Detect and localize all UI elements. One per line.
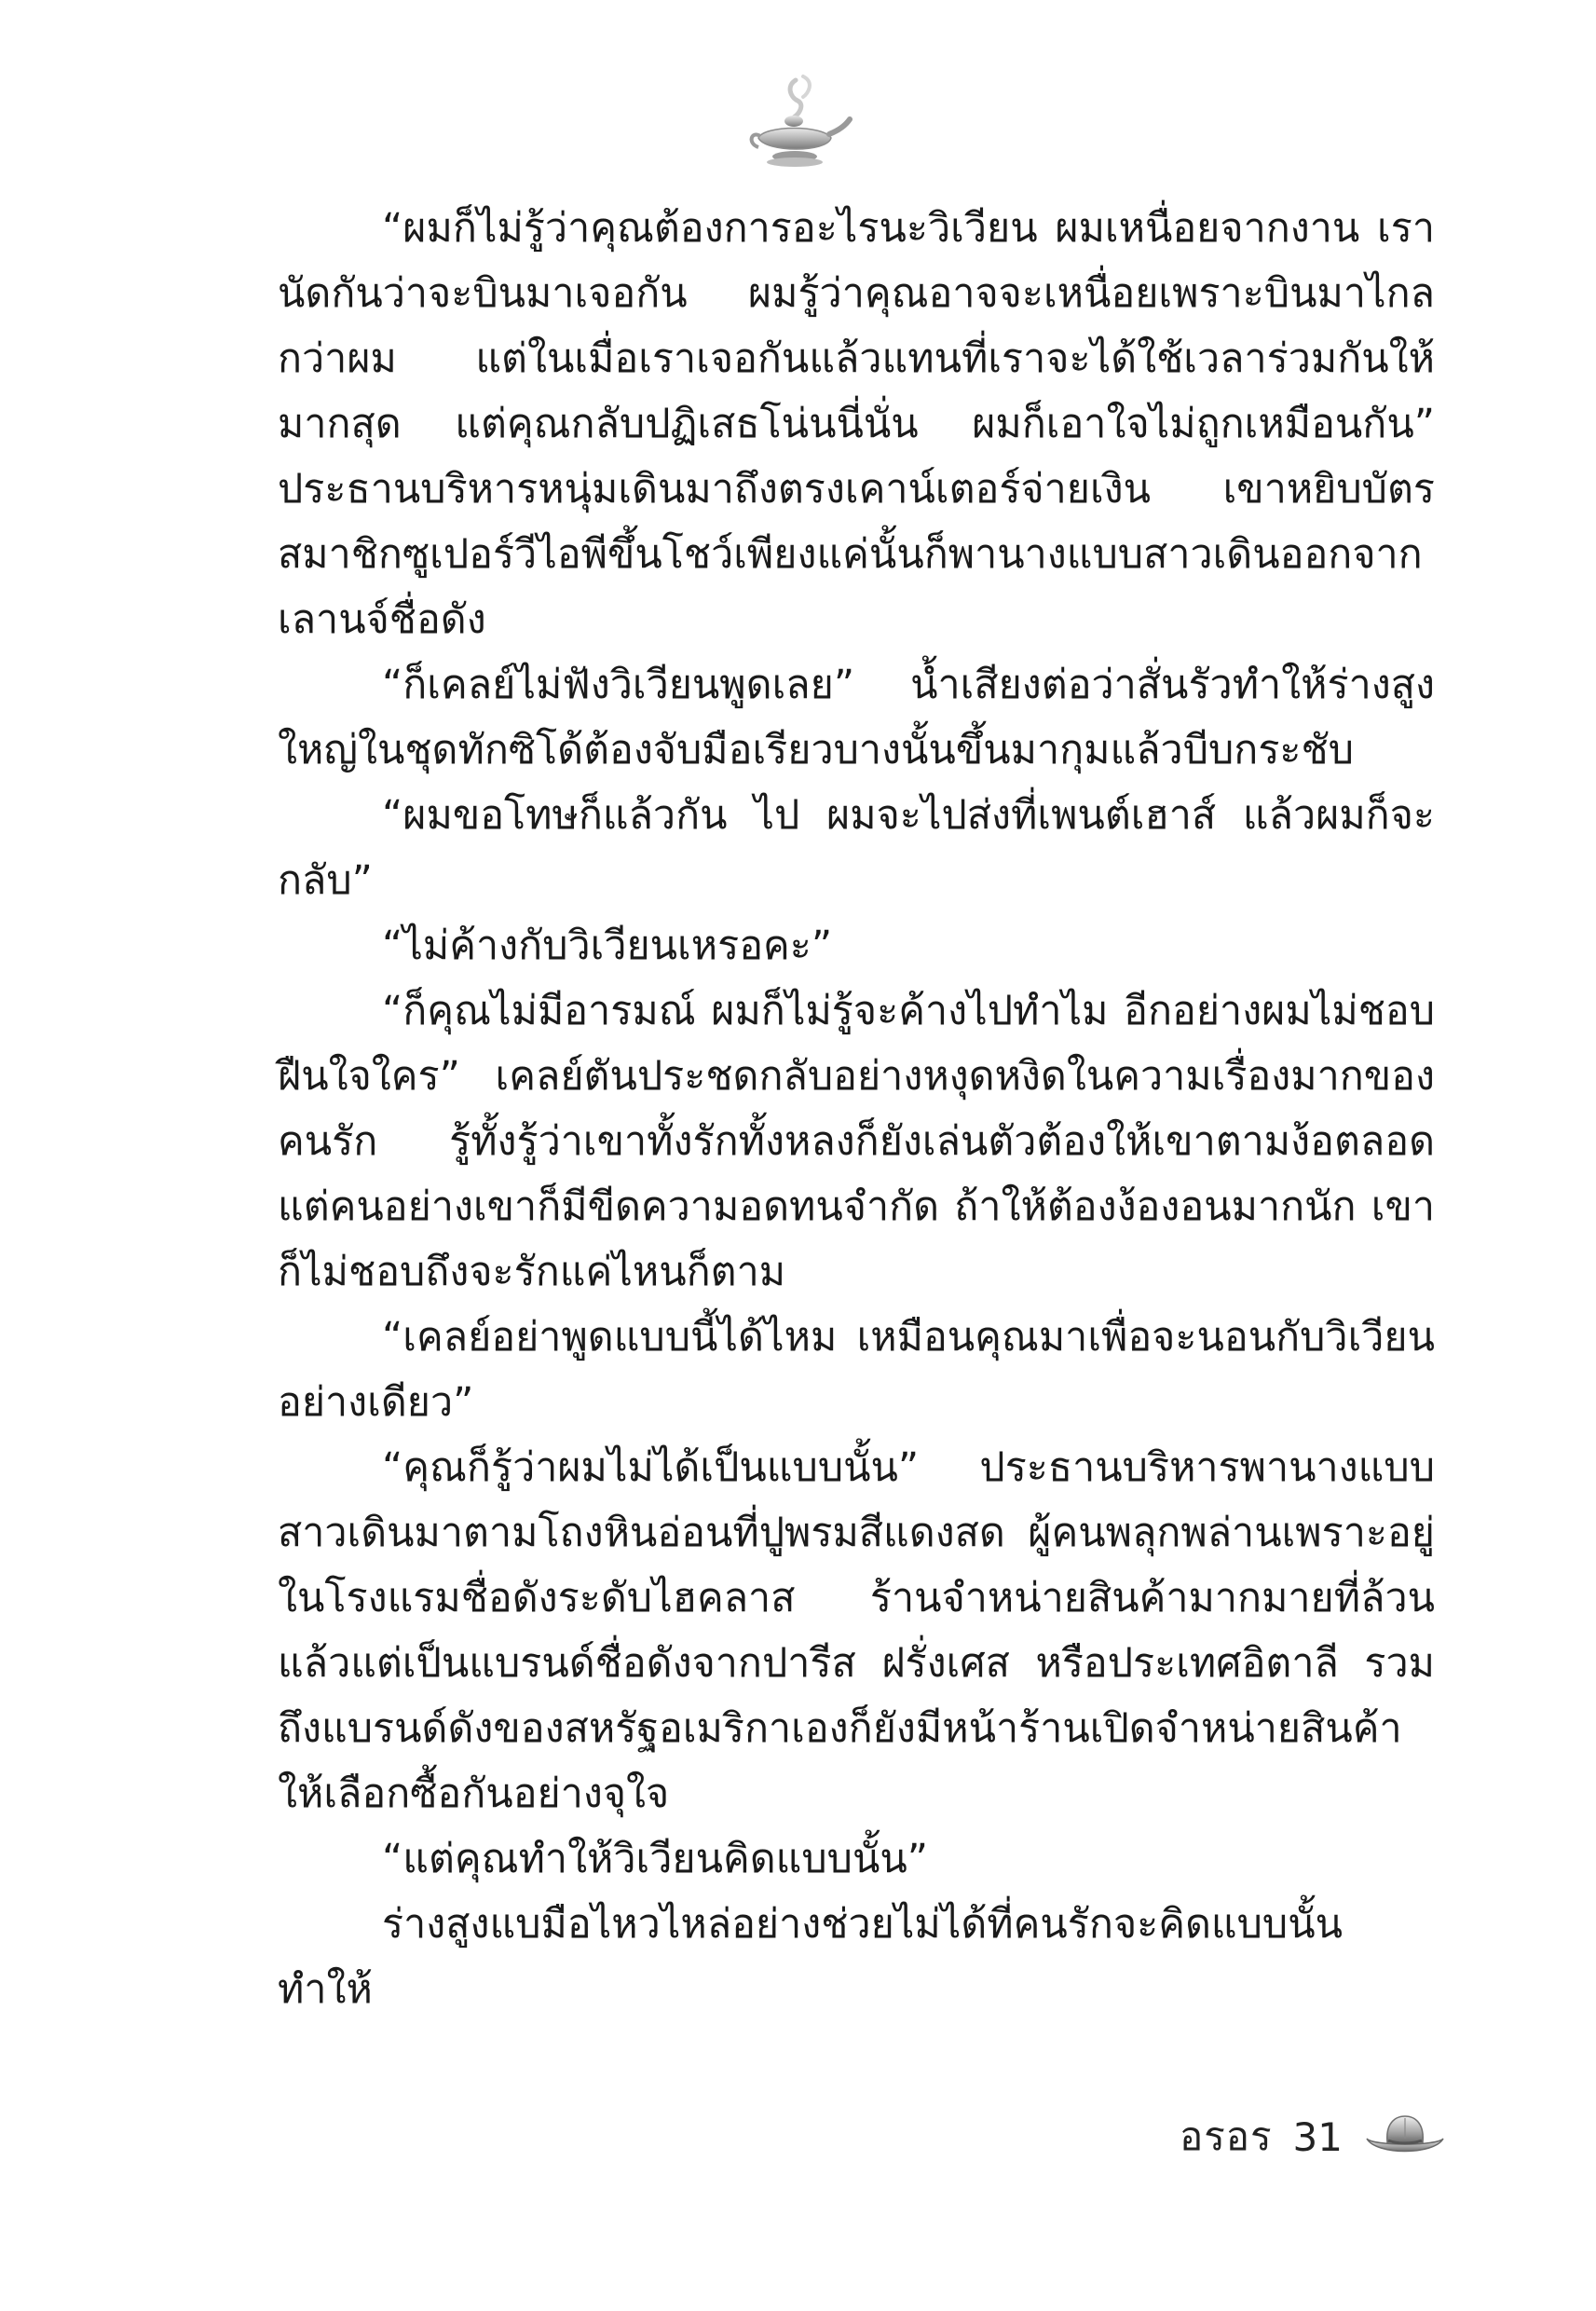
paragraph: “ก็คุณไม่มีอารมณ์ ผมก็ไม่รู้จะค้างไปทำไม อีกอย่างผมไม่ชอบฝืนใจใคร” เคลย์ตันประชดกลับอย่างหงุดหงิดในความเรื่องมากของคนรัก รู้ทั้งรู้ว่าเขาทั้งรักทั้งหลงก็ยังเล่นตัวต้องให้เขาตามง้อตลอด แต่คนอย่างเขาก็มีขีดความอดทนจำกัด ถ้าให้ต้องง้องอนมากนัก เขาก็ไม่ชอบถึงจะรักแค่ไหนก็ตาม <box>278 988 1435 1295</box>
paragraph: “ผมก็ไม่รู้ว่าคุณต้องการอะไรนะวิเวียน ผมเหนื่อยจากงาน เรานัดกันว่าจะบินมาเจอกัน ผมรู้ว่าคุณอาจจะเหนื่อยเพราะบินมาไกลกว่าผม แต่ในเมื่อเราเจอกันแล้วแทนที่เราจะได้ใช้เวลาร่วมกันให้มากสุด แต่คุณกลับปฏิเสธโน่นนี่นั่น ผมก็เอาใจไม่ถูกเหมือนกัน” ประธานบริหารหนุ่มเดินมาถึงตรงเคาน์เตอร์จ่ายเงิน เขาหยิบบัตรสมาชิกซูเปอร์วีไอพีขึ้นโชว์เพียงแค่นั้นก็พานางแบบสาวเดินออกจากเลานจ์ชื่อดัง <box>278 205 1435 643</box>
paragraph: “แต่คุณทำให้วิเวียนคิดแบบนั้น” <box>382 1836 929 1882</box>
page-number: 31 <box>1292 2113 1343 2160</box>
paragraph: “ไม่ค้างกับวิเวียนเหรอคะ” <box>382 923 833 969</box>
paragraph: “ผมขอโทษก็แล้วกัน ไป ผมจะไปส่งที่เพนต์เฮาส์ แล้วผมก็จะกลับ” <box>278 792 1435 904</box>
genie-lamp-icon <box>742 73 853 175</box>
paragraph: “คุณก็รู้ว่าผมไม่ได้เป็นแบบนั้น” ประธานบริหารพานางแบบสาวเดินมาตามโถงหินอ่อนที่ปูพรมสีแดงสด ผู้คนพลุกพล่านเพราะอยู่ในโรงแรมชื่อดังระดับไฮคลาส ร้านจำหน่ายสินค้ามากมายที่ล้วนแล้วแต่เป็นแบรนด์ชื่อดังจากปารีส ฝรั่งเศส หรือประเทศอิตาลี รวมถึงแบรนด์ดังของสหรัฐอเมริกาเองก็ยังมีหน้าร้านเปิดจำหน่ายสินค้าให้เลือกซื้อกันอย่างจุใจ <box>278 1444 1435 1817</box>
book-title: อรอร <box>1179 2113 1273 2159</box>
paragraph: ร่างสูงแบมือไหวไหล่อย่างช่วยไม่ได้ที่คนรักจะคิดแบบนั้น ทำให้ <box>278 1901 1344 2013</box>
paragraph: “ก็เคลย์ไม่ฟังวิเวียนพูดเลย” น้ำเสียงต่อว่าสั่นรัวทำให้ร่างสูงใหญ่ในชุดทักซิโด้ต้องจับมือเรียวบางนั้นขึ้นมากุมแล้วบีบกระชับ <box>278 662 1435 773</box>
body-text <box>278 196 1435 2022</box>
page-footer <box>1180 2106 1447 2167</box>
cowboy-hat-icon <box>1363 2111 1447 2163</box>
paragraph: “เคลย์อย่าพูดแบบนี้ได้ไหม เหมือนคุณมาเพื่อจะนอนกับวิเวียนอย่างเดียว” <box>278 1314 1435 1426</box>
